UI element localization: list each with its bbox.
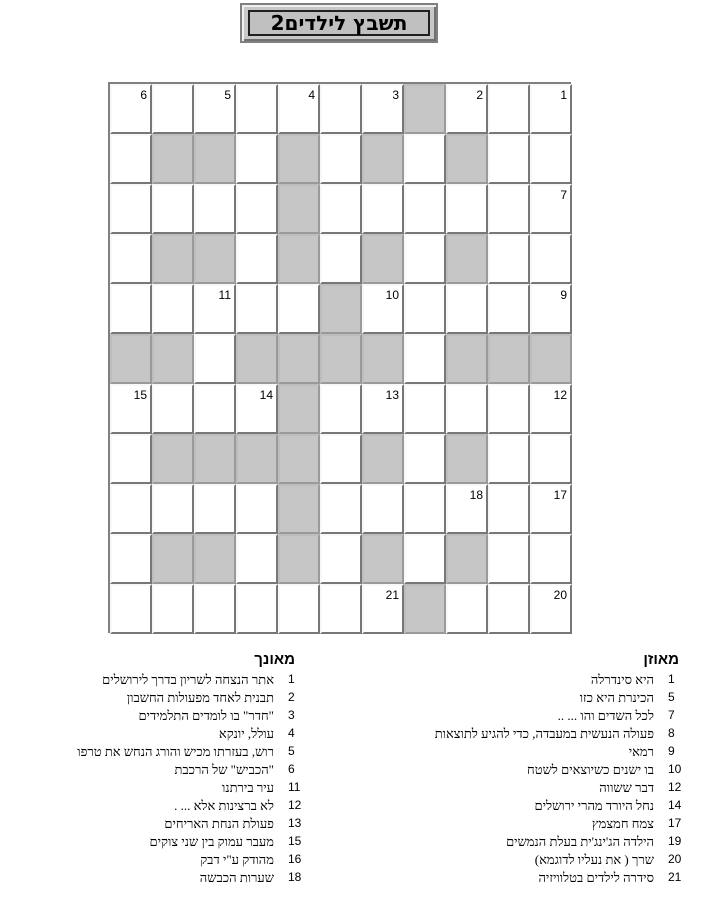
crossword-cell[interactable] [404, 134, 446, 184]
clue-number: 21 [668, 870, 682, 884]
crossword-cell[interactable] [152, 84, 194, 134]
blocked-cell [446, 534, 488, 584]
blocked-cell [278, 184, 320, 234]
clue-number: 1 [288, 672, 295, 686]
clue-text: מהודק ע"י דבק [200, 852, 274, 867]
crossword-cell[interactable] [404, 384, 446, 434]
clue-number: 7 [668, 708, 675, 722]
crossword-cell[interactable] [488, 184, 530, 234]
clue-text: שערות הכבשה [199, 870, 274, 885]
crossword-cell[interactable] [488, 134, 530, 184]
clue-text: אתר הנצחה לשריון בדרך לירושלים [102, 672, 274, 687]
crossword-cell[interactable] [488, 534, 530, 584]
blocked-cell [152, 434, 194, 484]
crossword-cell[interactable] [530, 584, 572, 634]
blocked-cell [446, 234, 488, 284]
crossword-cell[interactable] [488, 484, 530, 534]
clue-item [350, 671, 690, 689]
crossword-cell[interactable] [110, 234, 152, 284]
clue-number: 15 [288, 834, 302, 848]
blocked-cell [194, 134, 236, 184]
crossword-cell[interactable] [236, 384, 278, 434]
crossword-cell[interactable] [446, 384, 488, 434]
cell-number: 15 [133, 388, 147, 402]
clue-item [350, 797, 690, 815]
title-banner [240, 3, 438, 43]
clue-item [0, 779, 310, 797]
crossword-cell[interactable] [530, 434, 572, 484]
clue-item [0, 869, 310, 887]
clue-item [350, 743, 690, 761]
cell-number: 1 [560, 88, 567, 102]
crossword-cell[interactable] [236, 84, 278, 134]
crossword-cell[interactable] [362, 84, 404, 134]
blocked-cell [320, 284, 362, 334]
crossword-cell[interactable] [152, 584, 194, 634]
cell-number: 13 [385, 388, 399, 402]
clue-number: 20 [668, 852, 682, 866]
crossword-cell[interactable] [194, 84, 236, 134]
crossword-cell[interactable] [530, 184, 572, 234]
clue-number: 19 [668, 834, 682, 848]
crossword-grid [108, 82, 571, 633]
clue-text: שרך ( את נעליו לדוגמא) [534, 852, 654, 867]
blocked-cell [362, 234, 404, 284]
blocked-cell [194, 434, 236, 484]
crossword-cell[interactable] [236, 134, 278, 184]
clue-text: היא סינדרלה [590, 672, 654, 687]
clue-item [0, 725, 310, 743]
clue-number: 18 [288, 870, 302, 884]
blocked-cell [362, 434, 404, 484]
crossword-cell[interactable] [404, 234, 446, 284]
crossword-cell[interactable] [236, 584, 278, 634]
blocked-cell [278, 534, 320, 584]
crossword-cell[interactable] [320, 234, 362, 284]
down-clue-list [0, 671, 310, 891]
crossword-cell[interactable] [362, 584, 404, 634]
crossword-cell[interactable] [446, 584, 488, 634]
blocked-cell [152, 534, 194, 584]
crossword-cell[interactable] [236, 534, 278, 584]
clue-item [0, 761, 310, 779]
across-clue-list [350, 671, 690, 891]
clue-item [0, 743, 310, 761]
clue-item [350, 815, 690, 833]
clue-item [350, 779, 690, 797]
blocked-cell [446, 434, 488, 484]
crossword-cell[interactable] [110, 284, 152, 334]
cell-number: 3 [392, 88, 399, 102]
crossword-cell[interactable] [530, 134, 572, 184]
cell-number: 11 [218, 288, 231, 302]
across-heading: מאוזן [643, 651, 679, 668]
crossword-cell[interactable] [194, 334, 236, 384]
blocked-cell [110, 334, 152, 384]
clue-number: 14 [668, 798, 682, 812]
crossword-cell[interactable] [446, 284, 488, 334]
blocked-cell [278, 384, 320, 434]
crossword-cell[interactable] [404, 284, 446, 334]
clue-item [0, 671, 310, 689]
crossword-cell[interactable] [152, 384, 194, 434]
crossword-cell[interactable] [236, 184, 278, 234]
crossword-cell[interactable] [110, 534, 152, 584]
clue-number: 10 [668, 762, 682, 776]
clue-number: 17 [668, 816, 682, 830]
blocked-cell [362, 534, 404, 584]
crossword-cell[interactable] [320, 84, 362, 134]
clue-item [350, 761, 690, 779]
crossword-cell[interactable] [110, 84, 152, 134]
cell-number: 6 [140, 88, 147, 102]
crossword-cell[interactable] [362, 284, 404, 334]
blocked-cell [404, 584, 446, 634]
cell-number: 4 [308, 88, 315, 102]
crossword-cell[interactable] [110, 134, 152, 184]
blocked-cell [446, 334, 488, 384]
crossword-cell[interactable] [530, 534, 572, 584]
crossword-cell[interactable] [446, 484, 488, 534]
cell-number: 2 [476, 88, 483, 102]
cell-number: 17 [553, 488, 567, 502]
clue-text: עיר בירתנו [222, 780, 274, 795]
crossword-cell[interactable] [404, 334, 446, 384]
blocked-cell [278, 434, 320, 484]
clue-number: 12 [288, 798, 302, 812]
blocked-cell [278, 134, 320, 184]
crossword-cell[interactable] [152, 484, 194, 534]
crossword-cell[interactable] [194, 284, 236, 334]
cell-number: 18 [469, 488, 483, 502]
crossword-cell[interactable] [404, 534, 446, 584]
clue-number: 6 [288, 762, 295, 776]
clue-number: 11 [288, 780, 301, 794]
clue-text: הכינרת היא כזו [579, 690, 654, 705]
clue-number: 4 [288, 726, 295, 740]
clue-number: 13 [288, 816, 302, 830]
clue-item [350, 851, 690, 869]
crossword-cell[interactable] [446, 184, 488, 234]
crossword-cell[interactable] [236, 484, 278, 534]
cell-number: 21 [385, 588, 399, 602]
cell-number: 9 [560, 288, 567, 302]
cell-number: 20 [553, 588, 567, 602]
crossword-cell[interactable] [404, 434, 446, 484]
crossword-cell[interactable] [320, 434, 362, 484]
crossword-cell[interactable] [530, 484, 572, 534]
blocked-cell [362, 134, 404, 184]
clue-item [350, 869, 690, 887]
clue-item [350, 725, 690, 743]
clue-text: צמח חמצמץ [591, 816, 654, 831]
crossword-cell[interactable] [278, 84, 320, 134]
crossword-cell[interactable] [236, 234, 278, 284]
crossword-cell[interactable] [488, 284, 530, 334]
crossword-cell[interactable] [110, 434, 152, 484]
crossword-cell[interactable] [530, 84, 572, 134]
cell-number: 5 [224, 88, 231, 102]
crossword-cell[interactable] [404, 484, 446, 534]
crossword-cell[interactable] [488, 434, 530, 484]
clue-text: לא ברצינות אלא ... . [174, 798, 274, 813]
crossword-cell[interactable] [278, 584, 320, 634]
crossword-cell[interactable] [110, 584, 152, 634]
clue-item [0, 689, 310, 707]
clue-text: רוש, בעזרתו מכיש והורג הנחש את טרפו [77, 744, 274, 759]
crossword-cell[interactable] [152, 284, 194, 334]
clue-text: תבנית לאחד מפעולות החשבון [126, 690, 274, 705]
blocked-cell [278, 234, 320, 284]
clue-item [0, 815, 310, 833]
crossword-cell[interactable] [320, 534, 362, 584]
cell-number: 12 [553, 388, 567, 402]
clue-text: הילדה הג'ינג'ית בעלת הנמשים [506, 834, 654, 849]
blocked-cell [194, 534, 236, 584]
clue-item [0, 707, 310, 725]
clue-number: 16 [288, 852, 302, 866]
blocked-cell [236, 434, 278, 484]
clue-text: מעבר עמוק בין שני צוקים [149, 834, 274, 849]
clue-text: סידרה לילדים בטלוויזיה [538, 870, 654, 885]
blocked-cell [404, 84, 446, 134]
clue-text: פעולת הנחת האריחים [164, 816, 274, 831]
clue-item [0, 797, 310, 815]
blocked-cell [530, 334, 572, 384]
crossword-cell[interactable] [320, 384, 362, 434]
clue-text: דבר ששווה [599, 780, 654, 795]
crossword-cell[interactable] [362, 184, 404, 234]
crossword-cell[interactable] [530, 284, 572, 334]
crossword-cell[interactable] [446, 84, 488, 134]
crossword-cell[interactable] [194, 184, 236, 234]
clue-item [350, 833, 690, 851]
crossword-cell[interactable] [278, 284, 320, 334]
clue-item [350, 689, 690, 707]
blocked-cell [446, 134, 488, 184]
clue-number: 12 [668, 780, 682, 794]
clue-text: עולל, יונקא [218, 726, 274, 741]
clue-number: 8 [668, 726, 675, 740]
crossword-cell[interactable] [488, 234, 530, 284]
blocked-cell [152, 234, 194, 284]
blocked-cell [278, 484, 320, 534]
clue-number: 5 [288, 744, 295, 758]
crossword-cell[interactable] [152, 184, 194, 234]
crossword-cell[interactable] [320, 584, 362, 634]
crossword-cell[interactable] [320, 484, 362, 534]
clue-text: בו ישנים כשיוצאים לשטח [527, 762, 654, 777]
cell-number: 14 [259, 388, 273, 402]
blocked-cell [236, 334, 278, 384]
clue-item [0, 851, 310, 869]
crossword-cell[interactable] [110, 384, 152, 434]
crossword-cell[interactable] [110, 184, 152, 234]
clue-text: "חדר" בו לומדים התלמידים [138, 708, 274, 723]
clue-number: 9 [668, 744, 675, 758]
blocked-cell [488, 334, 530, 384]
cell-number: 10 [385, 288, 399, 302]
blocked-cell [320, 334, 362, 384]
crossword-cell[interactable] [194, 484, 236, 534]
clue-text: רמאי [628, 744, 654, 759]
blocked-cell [194, 234, 236, 284]
crossword-cell[interactable] [404, 184, 446, 234]
clue-number: 2 [288, 690, 295, 704]
blocked-cell [278, 334, 320, 384]
clue-text: פעולה הנעשית במעבדה, כדי להגיע לתוצאות [434, 726, 654, 741]
crossword-cell[interactable] [488, 84, 530, 134]
clue-text: "הכביש" של הרכבת [174, 762, 274, 777]
clue-item [0, 833, 310, 851]
crossword-cell[interactable] [320, 184, 362, 234]
crossword-cell[interactable] [194, 384, 236, 434]
crossword-cell[interactable] [488, 384, 530, 434]
clue-number: 3 [288, 708, 295, 722]
blocked-cell [362, 334, 404, 384]
crossword-cell[interactable] [530, 384, 572, 434]
cell-number: 7 [560, 188, 567, 202]
clue-text: לכל השדים והו ... .. [557, 708, 654, 723]
crossword-cell[interactable] [110, 484, 152, 534]
crossword-cell[interactable] [194, 584, 236, 634]
blocked-cell [152, 334, 194, 384]
page-title: תשבץ לילדים2 [248, 10, 430, 36]
crossword-cell[interactable] [362, 484, 404, 534]
crossword-cell[interactable] [488, 584, 530, 634]
clue-number: 1 [668, 672, 675, 686]
blocked-cell [152, 134, 194, 184]
crossword-cell[interactable] [320, 134, 362, 184]
clue-number: 5 [668, 690, 675, 704]
crossword-cell[interactable] [236, 284, 278, 334]
clue-text: נחל היורד מהרי ירושלים [534, 798, 654, 813]
down-heading: מאונך [254, 651, 295, 668]
crossword-cell[interactable] [362, 384, 404, 434]
crossword-cell[interactable] [530, 234, 572, 284]
clue-item [350, 707, 690, 725]
